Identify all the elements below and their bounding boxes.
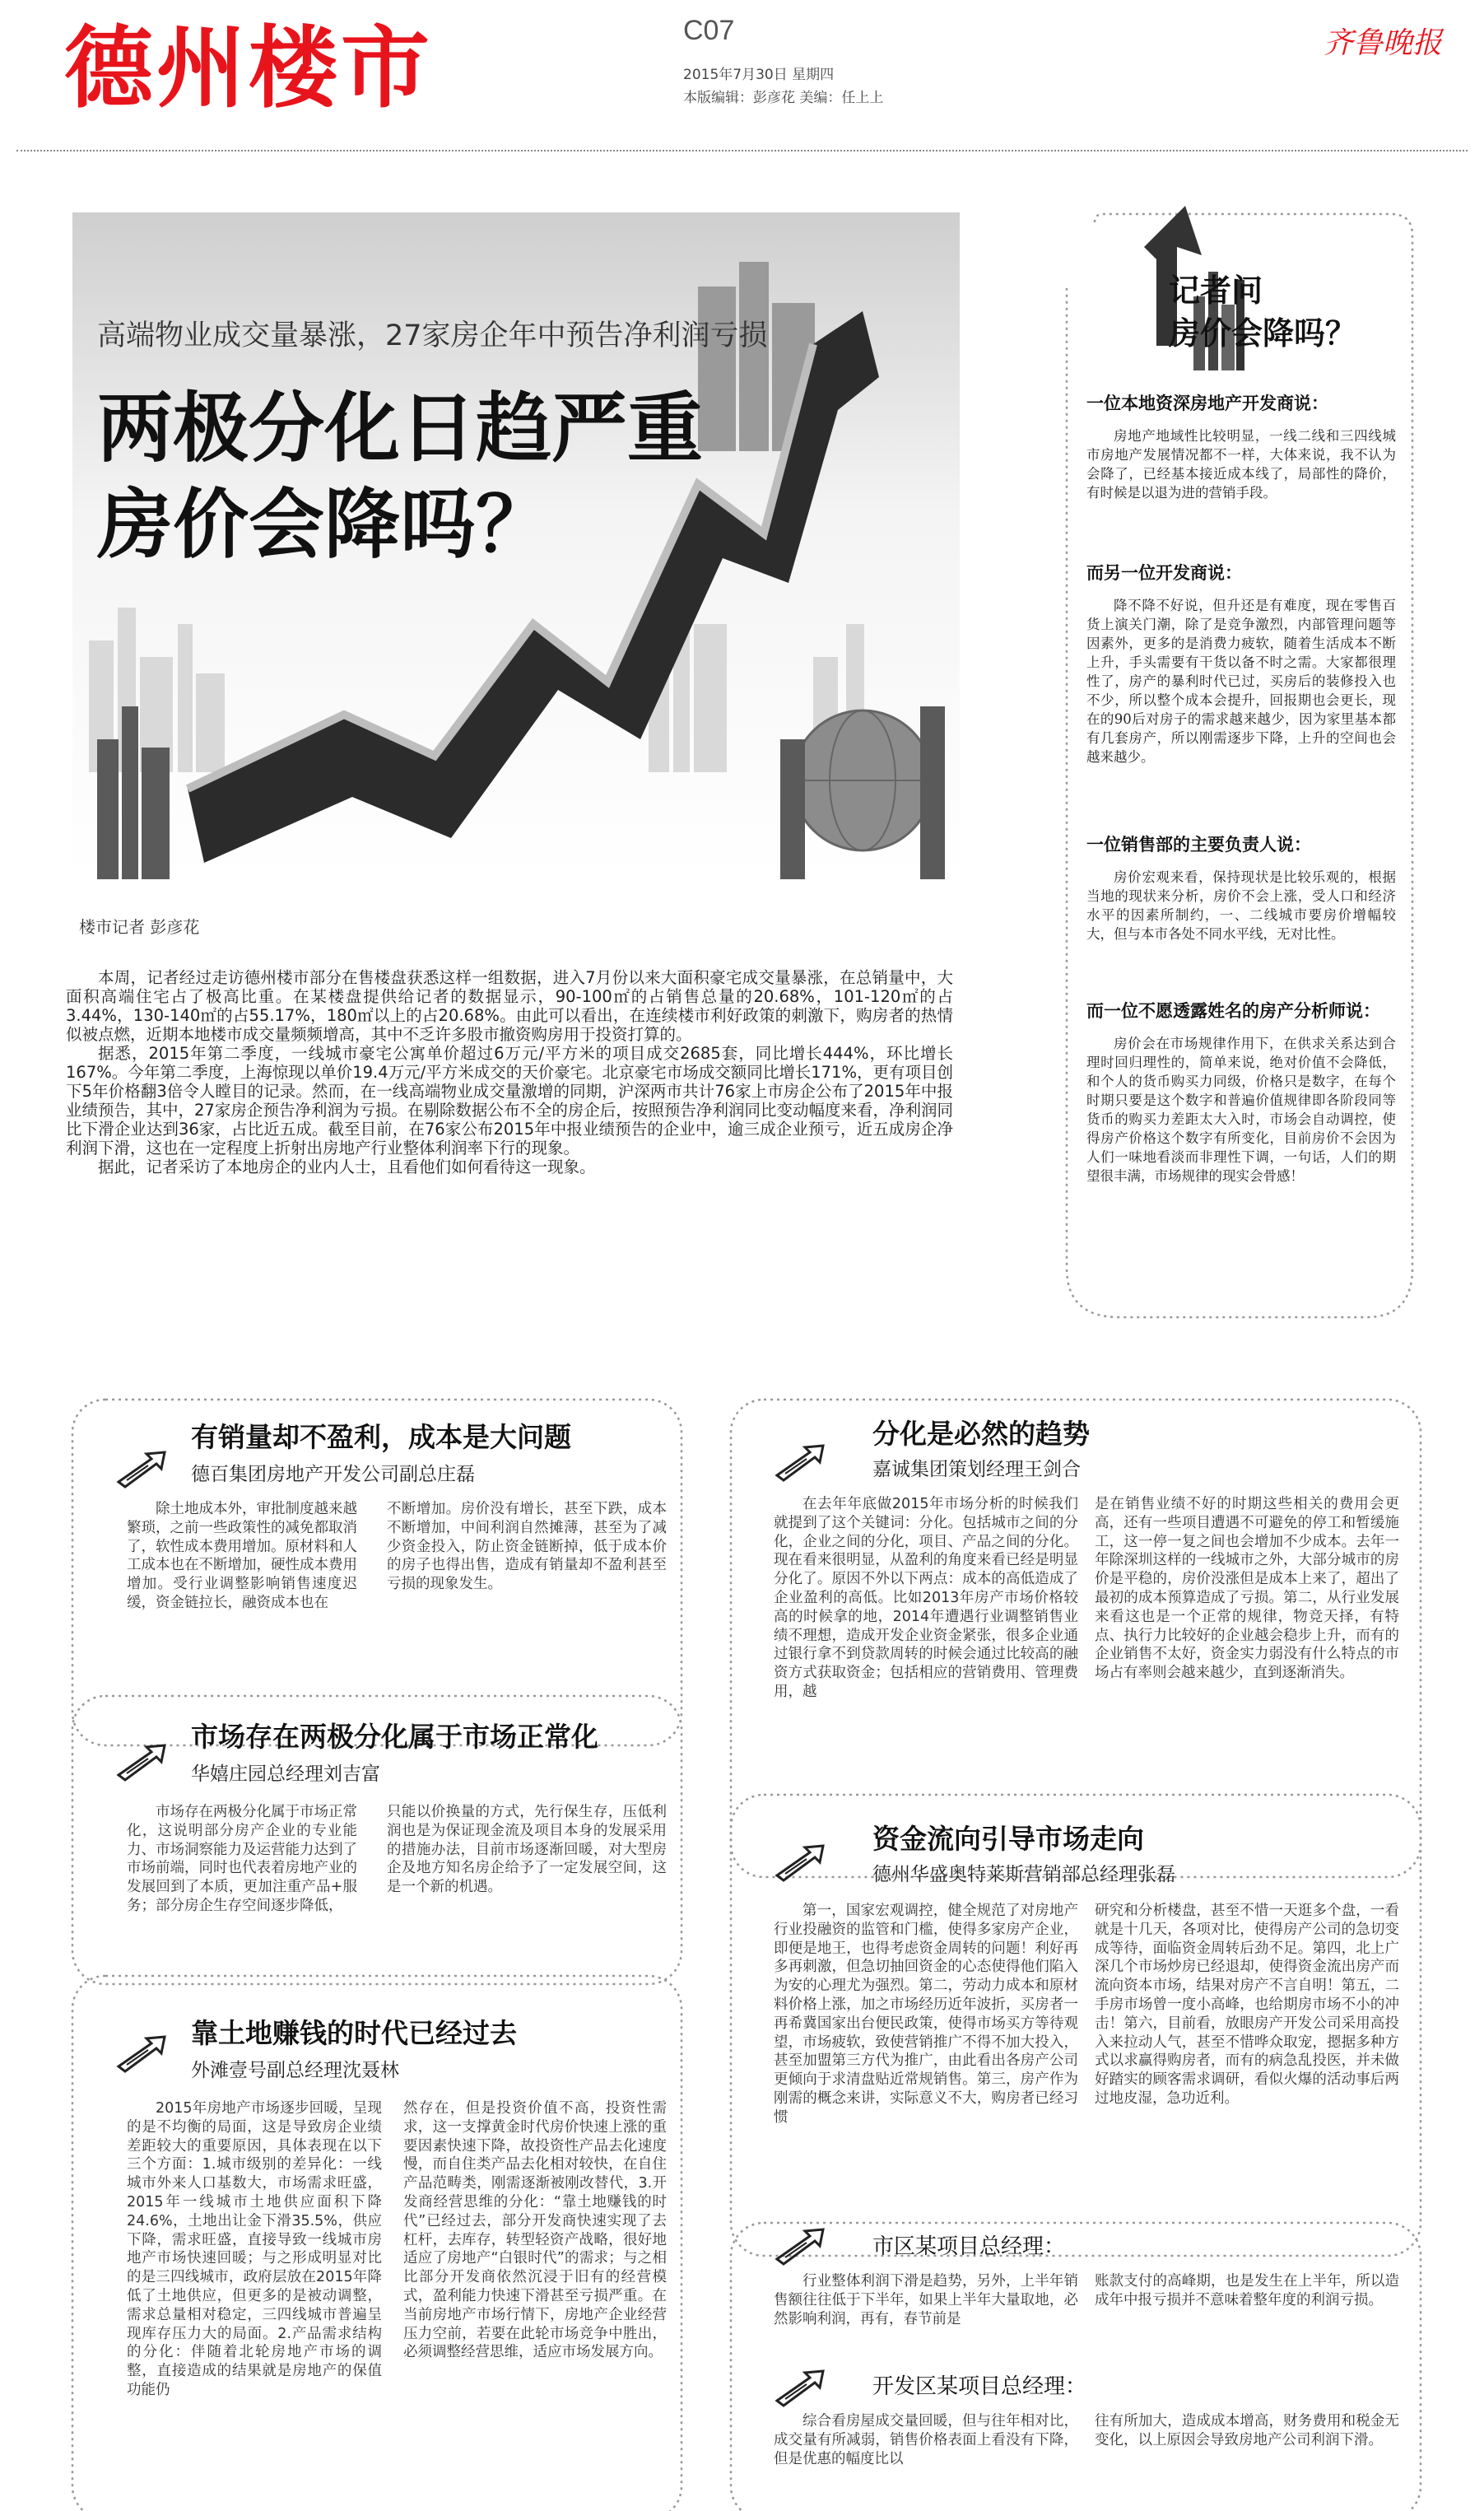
box2-column-1: 在去年年底做2015年市场分析的时候我们就提到了这个关键词：分化。包括城市之间的分化，企业之间的分化，项目、产品之间的分化。现在看来很明显，从盈利的角度来看已经是明显分化了。原因不外以下两点：成本的高低造成了企业盈利的高低。比如2013年房产市场价格较高的时候拿的地，2014年遭遇行业调整销售业绩不理想，造成开发企业资金紧张，很多企业通过银行拿不到贷款周转的时候会通过比较高的融资方式获取资金；包括相应的营销费用、管理费用，越 xyxy=(774,1496,1078,1700)
hero-headline-line1: 两极分化日趋严重 xyxy=(97,384,704,473)
box2-column-2: 是在销售业绩不好的时期这些相关的费用会更高，还有一些项目遭遇不可避免的停工和暂缓施工，这一停一复之间也会增加不少成本。去年一年除深圳这样的一线城市之外，大部分城市的房价是平稳的，房价没涨但是成本上来了，超出了最初的成本预算造成了亏损。第二，从行业发展来看这也是一个正常的规律，物竞天择，有特点、执行力比较好的企业越会稳步上升，而有的企业销售不太好，资金实力弱没有什么特点的市场占有率则会越来越少，直到逐渐消失。 xyxy=(1095,1496,1399,1682)
newspaper-logo: 齐鲁晚报 xyxy=(1324,26,1443,60)
pointer-arrow-icon xyxy=(774,1842,826,1882)
qa-answer: 降不降不好说，但升还是有难度，现在零售百货上演关门潮，除了是竞争激烈，内部管理问题等因素外，更多的是消费力疲软，随着生活成本不断上升，手头需要有干货以备不时之需。大家都很理性了，房产的暴利时代已过，买房后的装修投入也不少，所以整个成本会提升，回报期也会更长，现在的90后对房子的需求越来越少，因为家里基本都有几套房产，所以刚需逐步下降，上升的空间也会越来越少。 xyxy=(1086,598,1396,765)
box3-title: 市场存在两极分化属于市场正常化 xyxy=(191,1721,598,1753)
pointer-arrow-icon xyxy=(115,1742,168,1782)
sidebar-title-line1: 记者问 xyxy=(1169,273,1263,309)
qa-speaker: 而另一位开发商说： xyxy=(1086,563,1242,583)
qa-answer: 房地产地域性比较明显，一线二线和三四线城市房地产发展情况都不一样，大体来说，我不认为会降了，已经基本接近成本线了，局部性的降价，有时候是以退为进的营销手段。 xyxy=(1086,428,1396,501)
project1-column-1: 行业整体利润下滑是趋势，另外，上半年销售额往往低于下半年，如果上半年大量取地，必然影响利润，再有，春节前是 xyxy=(774,2273,1078,2327)
editor-credits: 本版编辑：彭彦花 美编：任上上 xyxy=(683,90,884,106)
box5-column-2: 然存在，但是投资价值不高，投资性需求，这一支撑黄金时代房价快速上涨的重要因素快速下降，故投资性产品去化速度慢，而自住类产品去化相对较快，在自住产品范畴类，刚需逐渐被刚改替代，3.开发商经营思维的分化：“靠土地赚钱的时代”已经过去，部分开发商快速实现了去杠杆，去库存，转型轻资产战略，很好地适应了房地产“白银时代”的需求；与之相比部分开发商依然沉浸于旧有的经营模式，盈利能力快速下滑甚至亏损严重。在当前房地产市场行情下，房地产企业经营压力空前，若要在此轮市场竞争中胜出，必须调整经营思维，适应市场发展方向。 xyxy=(403,2100,667,2361)
qa-speaker: 一位本地资深房地产开发商说： xyxy=(1086,394,1328,413)
box1-subtitle: 德百集团房地产开发公司副总庄磊 xyxy=(191,1464,475,1485)
qa-speaker: 一位销售部的主要负责人说： xyxy=(1086,835,1311,855)
sidebar-title-line2: 房价会降吗？ xyxy=(1169,315,1357,352)
box4-subtitle: 德州华盛奥特莱斯营销部总经理张磊 xyxy=(872,1864,1175,1885)
project1-label: 市区某项目总经理： xyxy=(872,2234,1066,2259)
project1-column-2: 账款支付的高峰期，也是发生在上半年，所以造成年中报亏损并不意味着整年度的利润亏损。 xyxy=(1095,2273,1399,2308)
qa-answer: 房价宏观来看，保持现状是比较乐观的，根据当地的现状来分析，房价不会上涨，受人口和经济水平的因素所制约，一、二线城市要房价增幅较大，但与本市各处不同水平线，无对比性。 xyxy=(1086,869,1396,942)
project2-label: 开发区某项目总经理： xyxy=(872,2374,1087,2399)
qa-speaker: 而一位不愿透露姓名的房产分析师说： xyxy=(1086,1001,1380,1021)
sidebar-qa-4 xyxy=(1086,998,1396,1186)
intro-paragraph: 据悉，2015年第二季度，一线城市豪宅公寓单价超过6万元/平方米的项目成交2685套，同比增长444%，环比增长167%。今年第二季度，上海惊现以单价19.4万元/平方米成交的天价豪宅。北京豪宅市场成交额同比增长171%，更有项目创下5年价格翻3倍令人瞠目的记录。然而，在一线高端物业成交量激增的同期，沪深两市共计76家上市房企公布了2015年中报业绩预告，其中，27家房企预告净利润为亏损。在剔除数据公布不全的房企后，按照预告净利润同比变动幅度来看，净利润同比下滑企业达到36家，占比近五成。截至目前，在76家公布2015年中报业绩预告的企业中，逾三成企业预亏，近五成房企净利润下滑，这也在一定程度上折射出房地产行业整体利润率下行的现象。 xyxy=(66,1044,953,1158)
hero-headline-line2: 房价会降吗？ xyxy=(97,481,552,569)
issue-date: 2015年7月30日 星期四 xyxy=(683,67,835,83)
intro-paragraph: 本周，记者经过走访德州楼市部分在售楼盘获悉这样一组数据，进入7月份以来大面积豪宅成交量暴涨，在总销量中，大面积高端住宅占了极高比重。在某楼盘提供给记者的数据显示，90-100㎡的占销售总量的20.68%，101-120㎡的占3.44%，130-140㎡的占55.17%，180㎡以上的占20.68%。由此可以看出，在连续楼市利好政策的刺激下，购房者的热情似被点燃，近期本地楼市成交量频频增高，其中不乏许多股市撤资购房用于投资打算的。 xyxy=(66,968,953,1044)
box5-title: 靠土地赚钱的时代已经过去 xyxy=(191,2017,517,2049)
project2-column-2: 往有所加大，造成成本增高，财务费用和税金无变化，以上原因会导致房地产公司利润下滑。 xyxy=(1095,2413,1399,2448)
sidebar-qa-1 xyxy=(1086,390,1396,502)
page-number: C07 xyxy=(683,15,735,46)
intro-article xyxy=(66,968,953,1176)
box1-title: 有销量却不盈利，成本是大问题 xyxy=(191,1421,571,1453)
project2-column-1: 综合看房屋成交量回暖，但与往年相对比，成交量有所减弱，销售价格表面上看没有下降，但是优惠的幅度比以 xyxy=(774,2413,1078,2467)
box2-subtitle: 嘉诚集团策划经理王剑合 xyxy=(872,1459,1081,1480)
pointer-arrow-icon xyxy=(115,1449,168,1488)
sidebar-qa-3 xyxy=(1086,832,1396,943)
pointer-arrow-icon xyxy=(774,1442,826,1482)
box3-column-2: 只能以价换量的方式，先行保生存，压低利润也是为保证现金流及项目本身的发展采用的措施办法，目前市场逐渐回暖，对大型房企及地方知名房企给予了一定发展空间，这是一个新的机遇。 xyxy=(387,1804,667,1896)
box1-column-2: 不断增加。房价没有增长，甚至下跌，成本不断增加，中间利润自然摊薄，甚至为了减少资金投入，防止资金链断掉，低于成本价的房子也得出售，造成有销量却不盈利甚至亏损的现象发生。 xyxy=(387,1501,667,1593)
hero-subtitle: 高端物业成交量暴涨，27家房企年中预告净利润亏损 xyxy=(97,319,768,352)
masthead-title: 德州楼市 xyxy=(64,17,434,120)
byline: 楼市记者 彭彦花 xyxy=(79,917,200,937)
box5-column-1: 2015年房地产市场逐步回暖，呈现的是不均衡的局面，这是导致房企业绩差距较大的重要原因，具体表现在以下三个方面：1.城市级别的差异化：一线城市外来人口基数大，市场需求旺盛，2015年一线城市土地供应面积下降24.6%，土地出让金下滑35.5%，供应下降，需求旺盛，直接导致一线城市房地产市场快速回暖；与之形成明显对比的是三四线城市，政府层放在2015年降低了土地供应，但更多的是被动调整，需求总量相对稳定，三四线城市普遍呈现库存压力大的局面。2.产品需求结构的分化：伴随着北轮房地产市场的调整，直接造成的结果就是房地产的保值功能仍 xyxy=(127,2100,382,2398)
pointer-arrow-icon xyxy=(115,2033,168,2073)
pointer-arrow-icon xyxy=(774,2226,826,2266)
box3-subtitle: 华嬉庄园总经理刘吉富 xyxy=(191,1763,380,1785)
intro-paragraph: 据此，记者采访了本地房企的业内人士，且看他们如何看待这一现象。 xyxy=(98,1158,596,1176)
qa-answer: 房价会在市场规律作用下，在供求关系达到合理时回归理性的，简单来说，绝对价值不会降低，和个人的货币购买力同级，价格只是数字，在每个时期只要是这个数字和普遍价值规律即各阶段同等货币的购买力差距太大入时，市场会自动调控，使得房产价格这个数字有所变化，目前房价不会因为人们一味地看淡而非理性下调，一句话，人们的期望很丰满，市场规律的现实会骨感！ xyxy=(1086,1036,1396,1184)
sidebar-qa-2 xyxy=(1086,560,1396,766)
box3-column-1: 市场存在两极分化属于市场正常化，这说明部分房产企业的专业能力、市场洞察能力及运营能力达到了市场前端，同时也代表着房地产业的发展回到了本质，更加注重产品+服务；部分房企生存空间逐步降低， xyxy=(127,1804,357,1914)
masthead-divider xyxy=(16,150,1468,151)
box5-subtitle: 外滩壹号副总经理沈聂林 xyxy=(191,2060,399,2081)
box4-column-1: 第一，国家宏观调控，健全规范了对房地产行业投融资的监管和门槛，使得多家房产企业，即便是地王，也得考虑资金周转的问题！利好再多再刺激，但急切抽回资金的心态使得他们陷入为安的心理尤为强烈。第二，劳动力成本和原材料价格上涨，加之市场经历近年波折，买房者一再希冀国家出台便民政策，使得市场买方等待观望，市场疲软，致使营销推广不得不加大投入，甚至加盟第三方代为推广，由此看出各房产公司更倾向于求清盘贴近常规销售。第三，房产作为刚需的概念来讲，实际意义不大，购房者已经习惯 xyxy=(774,1903,1078,2126)
box2-title: 分化是必然的趋势 xyxy=(872,1418,1090,1450)
box4-column-2: 研究和分析楼盘，甚至不惜一天逛多个盘，一看就是十几天，各项对比，使得房产公司的急切变成等待，面临资金周转后劲不足。第四，北上广深几个市场炒房已经退却，使得资金流出房产而流向资本市场，结果对房产不言自明！第五，二手房市场曾一度小高峰，也给期房市场不小的冲击！第六，目前看，放眼房产开发公司采用高投入来拉动人气，甚至不惜哗众取宠，摁据多种方式以求赢得购房者，而有的病急乱投医，并未做好踏实的顾客需求调研，看似火爆的活动事后两过地皮湿，急功近利。 xyxy=(1095,1903,1399,2107)
box4-title: 资金流向引导市场走向 xyxy=(872,1823,1144,1855)
pointer-arrow-icon xyxy=(774,2368,826,2407)
box1-column-1: 除土地成本外，审批制度越来越繁琐，之前一些政策性的减免都取消了，软性成本费用增加。原材料和人工成本也在不断增加，硬性成本费用增加。受行业调整影响销售速度迟缓，资金链拉长，融资成本也在 xyxy=(127,1501,357,1611)
